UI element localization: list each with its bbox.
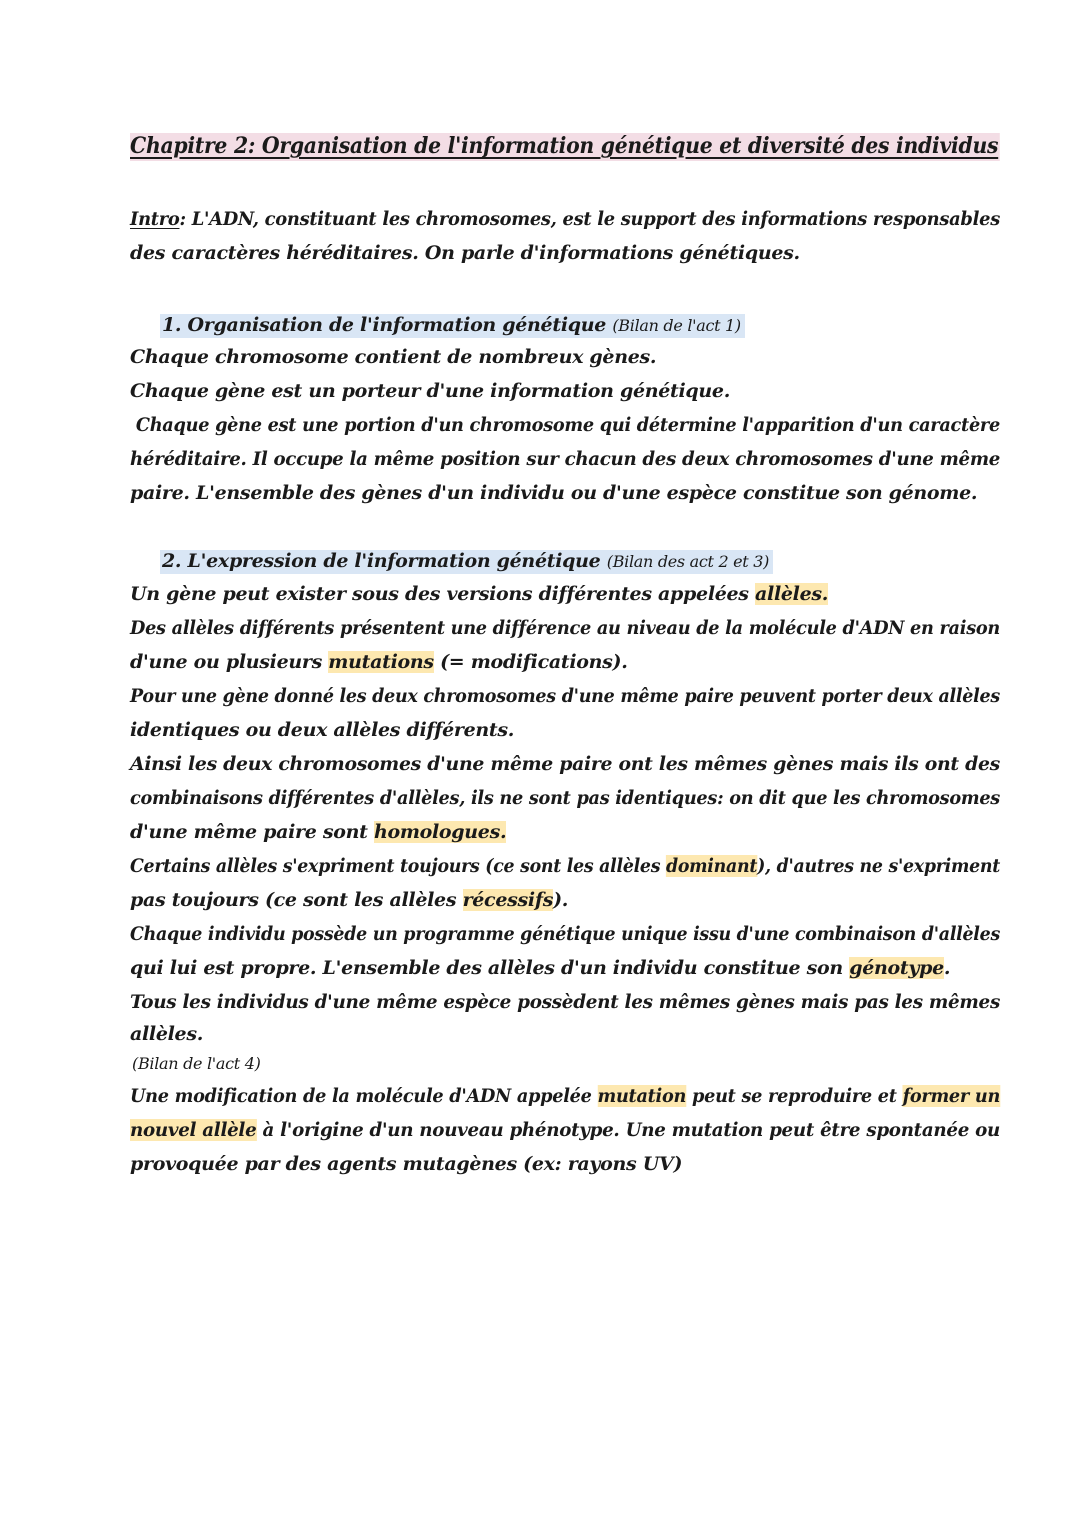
paragraph-line: Chaque gène est un porteur d'une information génétique.: [130, 380, 731, 402]
paragraph-line: héréditaire. Il occupe la même position sur chacun des deux chromosomes d'une même: [130, 448, 1001, 470]
paragraph-line: nouvel allèle à l'origine d'un nouveau phénotype. Une mutation peut être spontanée ou: [130, 1119, 1000, 1141]
keyword-highlight: dominant: [665, 855, 758, 877]
keyword-highlight: homologues.: [373, 821, 507, 843]
paragraph-line: Ainsi les deux chromosomes d'une même paire ont les mêmes gènes mais ils ont des: [130, 753, 1000, 775]
keyword-highlight: génotype: [849, 957, 944, 979]
paragraph-line: combinaisons différentes d'allèles, ils ne sont pas identiques: on dit que les chromosomes: [130, 787, 1000, 809]
paragraph-line: Tous les individus d'une même espèce possèdent les mêmes gènes mais pas les mêmes: [130, 991, 1001, 1013]
keyword-highlight: former un: [902, 1085, 1001, 1107]
section-1-note: (Bilan de l'act 1): [612, 316, 741, 335]
section-1-heading: 1. Organisation de l'information génétique (Bilan de l'act 1): [160, 310, 745, 341]
intro-line-1: Intro: L'ADN, constituant les chromosomes, est le support des informations responsables: [130, 208, 1000, 230]
keyword-highlight: allèles.: [755, 583, 829, 605]
paragraph-line: Chaque chromosome contient de nombreux gènes.: [130, 346, 657, 368]
paragraph-line: Pour une gène donné les deux chromosomes d'une même paire peuvent porter deux allèles: [130, 685, 1000, 707]
paragraph-line: paire. L'ensemble des gènes d'un individu ou d'une espèce constitue son génome.: [130, 482, 978, 504]
paragraph-line: Un gène peut exister sous des versions différentes appelées allèles.: [130, 583, 829, 605]
paragraph-line: Chaque individu possède un programme génétique unique issu d'une combinaison d'allèles: [130, 923, 1000, 945]
keyword-highlight: mutations: [328, 651, 434, 673]
section-2-heading: 2. L'expression de l'information génétique (Bilan des act 2 et 3): [160, 546, 773, 577]
paragraph-line: qui lui est propre. L'ensemble des allèles d'un individu constitue son génotype.: [130, 957, 951, 979]
paragraph-line: allèles.: [130, 1023, 204, 1045]
keyword-highlight: récessifs: [462, 889, 554, 911]
section-2-note: (Bilan des act 2 et 3): [606, 552, 770, 571]
paragraph-line: d'une ou plusieurs mutations (= modifications).: [130, 651, 628, 673]
paragraph-line: pas toujours (ce sont les allèles récessifs).: [130, 889, 569, 911]
chapter-title: Chapitre 2: Organisation de l'information génétique et diversité des individus: [130, 133, 999, 159]
intro-line-2: des caractères héréditaires. On parle d'informations génétiques.: [130, 242, 800, 264]
paragraph-line: Une modification de la molécule d'ADN appelée mutation peut se reproduire et former un: [130, 1085, 1001, 1107]
keyword-highlight: mutation: [597, 1085, 687, 1107]
paragraph-line: Chaque gène est une portion d'un chromosome qui détermine l'apparition d'un caractère: [130, 414, 1000, 436]
keyword-highlight: nouvel allèle: [130, 1119, 257, 1141]
act-4-note: (Bilan de l'act 4): [132, 1054, 261, 1073]
paragraph-line: Des allèles différents présentent une différence au niveau de la molécule d'ADN en raison: [130, 617, 1001, 639]
paragraph-line: provoquée par des agents mutagènes (ex: rayons UV): [130, 1153, 683, 1175]
paragraph-line: d'une même paire sont homologues.: [130, 821, 507, 843]
intro-label: Intro: [130, 208, 180, 230]
paragraph-line: Certains allèles s'expriment toujours (ce sont les allèles dominant), d'autres ne s'expriment: [130, 855, 1000, 877]
paragraph-line: identiques ou deux allèles différents.: [130, 719, 515, 741]
